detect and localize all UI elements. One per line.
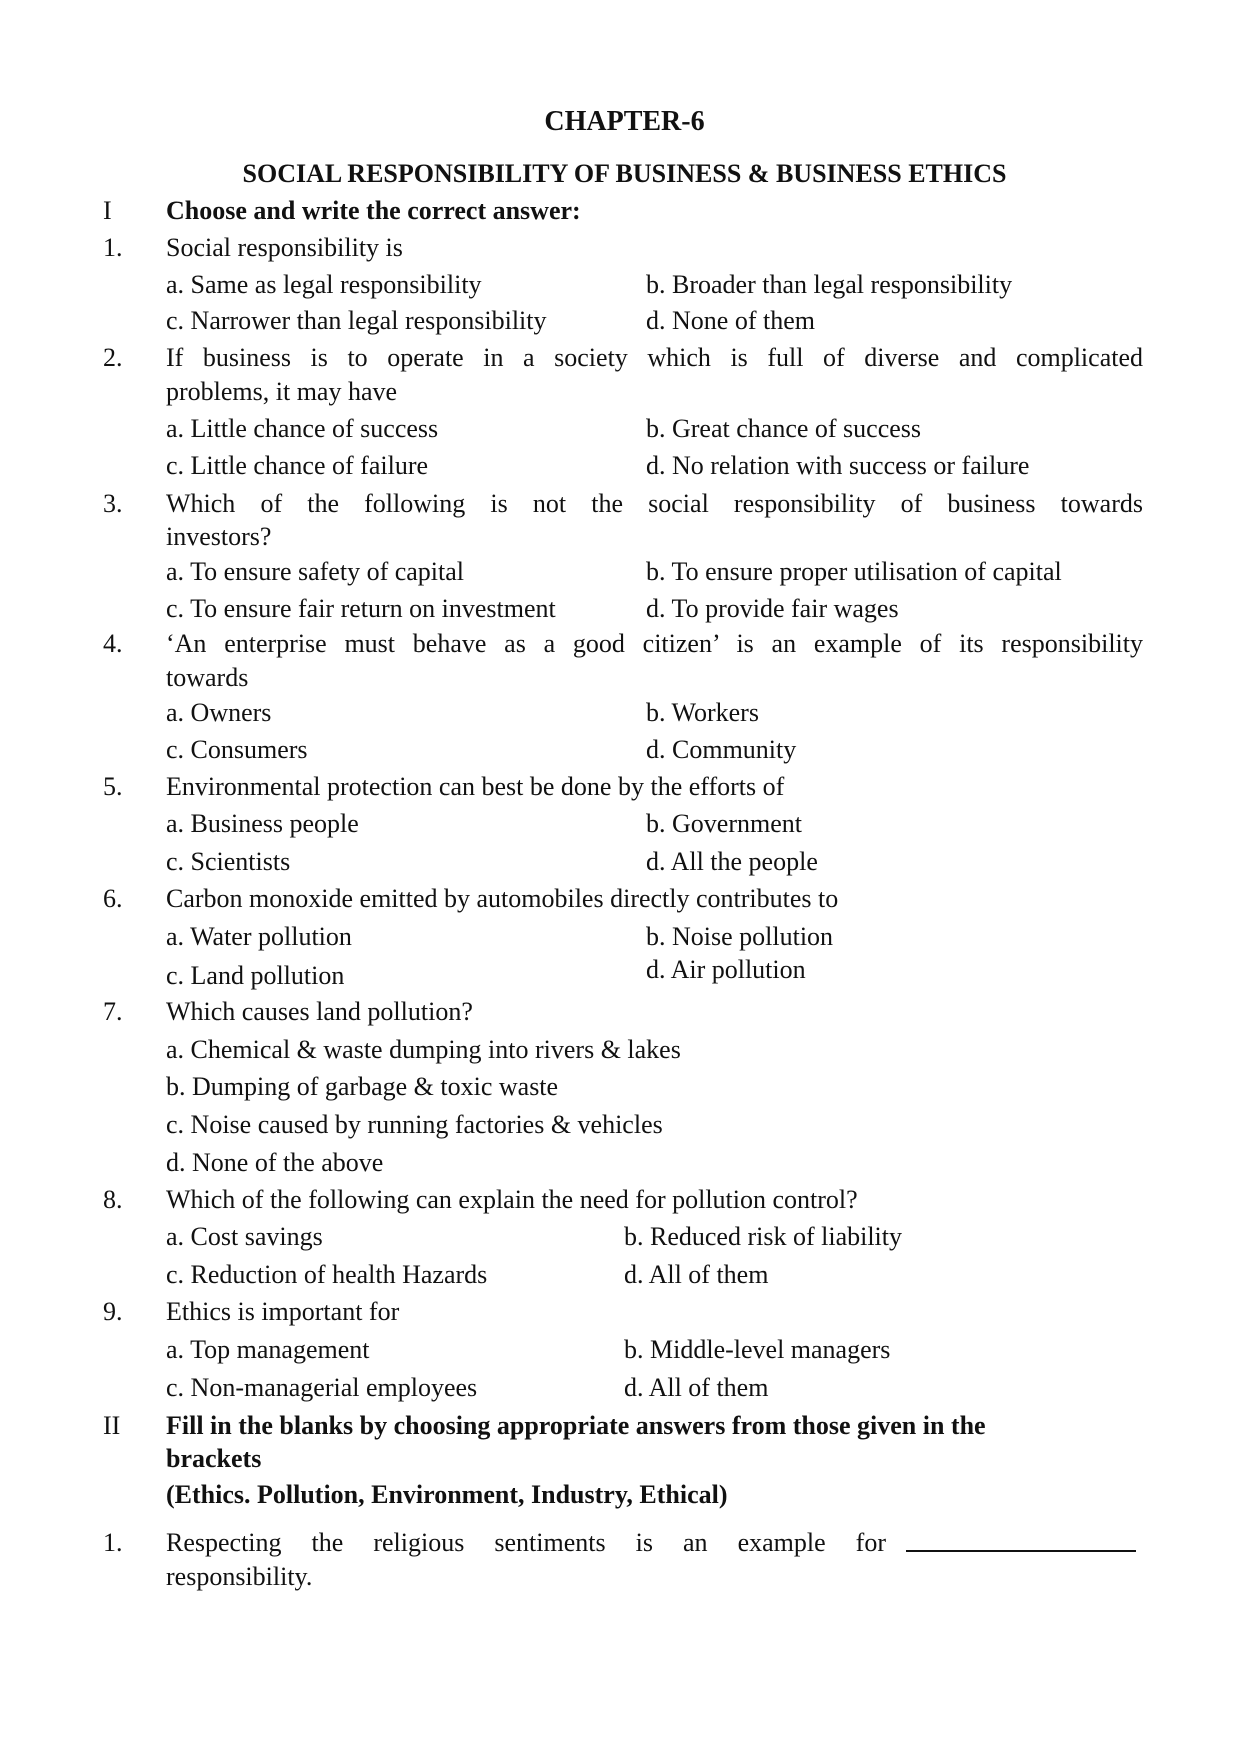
option-c: c. Reduction of health Hazards: [166, 1260, 488, 1289]
options-row: [0, 696, 1241, 730]
option-a: a. Water pollution: [166, 922, 352, 951]
option-a: a. Business people: [166, 809, 359, 838]
section-2-title-continued: brackets: [166, 1444, 262, 1473]
question-3: [0, 487, 1241, 521]
options-row: [0, 1333, 1241, 1367]
question-stem-continued: responsibility.: [166, 1562, 313, 1591]
options-row: [0, 1371, 1241, 1405]
question-stem: Which causes land pollution?: [166, 997, 473, 1026]
option-a: a. Same as legal responsibility: [166, 270, 482, 299]
option-d: d. None of the above: [166, 1148, 384, 1177]
options-row: [0, 304, 1241, 338]
question-number: 7.: [103, 997, 123, 1026]
option-d: d. No relation with success or failure: [646, 451, 1030, 480]
question-stem: ‘An enterprise must behave as a good citizen’ is an example of its responsibility: [166, 629, 1143, 658]
option-c: c. Scientists: [166, 847, 291, 876]
option-d: d. Community: [646, 735, 797, 764]
option-d: d. All of them: [624, 1373, 769, 1402]
option-row: [0, 1108, 1241, 1142]
option-a: a. Owners: [166, 698, 272, 727]
options-row: [0, 268, 1241, 302]
question-stem-continued: towards: [166, 663, 249, 692]
question-number: 2.: [103, 343, 123, 372]
question-number: 9.: [103, 1297, 123, 1326]
option-a: a. Chemical & waste dumping into rivers & lakes: [166, 1035, 681, 1064]
question-stem: Ethics is important for: [166, 1297, 400, 1326]
options-row: [0, 733, 1241, 767]
section-2-number: II: [103, 1411, 121, 1440]
question-stem-continued: investors?: [166, 522, 272, 551]
question-4-continued: [0, 661, 1241, 695]
option-row: [0, 1033, 1241, 1067]
question-number: 1.: [103, 233, 123, 262]
question-number: 4.: [103, 629, 123, 658]
option-a: a. Top management: [166, 1335, 370, 1364]
question-4: [0, 627, 1241, 661]
option-b: b. Middle-level managers: [624, 1335, 891, 1364]
section-1-number: I: [103, 196, 112, 225]
options-row: [0, 412, 1241, 446]
option-c: c. Noise caused by running factories & vehicles: [166, 1110, 663, 1139]
options-row: [0, 920, 1241, 954]
option-b: b. Government: [646, 809, 802, 838]
question-stem: Respecting the religious sentiments is an example for: [166, 1528, 886, 1557]
chapter-title: CHAPTER-6: [544, 106, 705, 137]
option-b: b. Dumping of garbage & toxic waste: [166, 1072, 559, 1101]
options-row: [0, 449, 1241, 483]
question-stem: Which of the following can explain the need for pollution control?: [166, 1185, 858, 1214]
section-1-title: Choose and write the correct answer:: [166, 196, 581, 225]
option-row: [0, 1146, 1241, 1180]
options-row: [0, 1258, 1241, 1292]
option-a: a. Cost savings: [166, 1222, 323, 1251]
fill-question-1: [0, 1526, 1241, 1560]
option-c: c. Narrower than legal responsibility: [166, 306, 547, 335]
question-number: 1.: [103, 1528, 123, 1557]
option-b: b. Workers: [646, 698, 759, 727]
question-stem: Carbon monoxide emitted by automobiles directly contributes to: [166, 884, 839, 913]
section-1-heading: [0, 194, 1241, 228]
question-stem-continued: problems, it may have: [166, 377, 398, 406]
question-number: 3.: [103, 489, 123, 518]
question-stem: If business is to operate in a society which is full of diverse and complicated: [166, 343, 1143, 372]
question-number: 8.: [103, 1185, 123, 1214]
option-d: d. To provide fair wages: [646, 594, 899, 623]
question-2: [0, 341, 1241, 375]
option-c: c. Non-managerial employees: [166, 1373, 478, 1402]
answer-blank[interactable]: [906, 1526, 1136, 1561]
question-number: 6.: [103, 884, 123, 913]
option-d: d. All the people: [646, 847, 818, 876]
options-row: [0, 845, 1241, 879]
option-c: c. Consumers: [166, 735, 308, 764]
option-d: d. Air pollution: [646, 955, 806, 984]
question-3-continued: [0, 520, 1241, 554]
section-2-heading: [0, 1409, 1241, 1443]
option-d: d. All of them: [624, 1260, 769, 1289]
question-stem: Social responsibility is: [166, 233, 403, 262]
chapter-subtitle: SOCIAL RESPONSIBILITY OF BUSINESS & BUSINESS ETHICS: [242, 159, 1007, 188]
section-2-heading-continued: [0, 1442, 1241, 1476]
options-row: [0, 807, 1241, 841]
question-9: [0, 1295, 1241, 1329]
question-number: 5.: [103, 772, 123, 801]
option-b: b. Noise pollution: [646, 922, 834, 951]
options-row: [0, 555, 1241, 589]
question-5: [0, 770, 1241, 804]
option-b: b. Broader than legal responsibility: [646, 270, 1013, 299]
option-c: c. To ensure fair return on investment: [166, 594, 556, 623]
question-8: [0, 1183, 1241, 1217]
options-row: [0, 1220, 1241, 1254]
option-c: c. Land pollution: [166, 961, 345, 990]
option-d: d. None of them: [646, 306, 815, 335]
question-stem: Environmental protection can best be done by the efforts of: [166, 772, 785, 801]
question-2-continued: [0, 375, 1241, 409]
option-a: a. Little chance of success: [166, 414, 439, 443]
question-6: [0, 882, 1241, 916]
option-a: a. To ensure safety of capital: [166, 557, 465, 586]
question-stem: Which of the following is not the social responsibility of business towards: [166, 489, 1143, 518]
options-row: [0, 955, 1241, 989]
option-b: b. To ensure proper utilisation of capital: [646, 557, 1062, 586]
option-b: b. Reduced risk of liability: [624, 1222, 903, 1251]
question-1: [0, 231, 1241, 265]
answer-choices: (Ethics. Pollution, Environment, Industry, Ethical): [166, 1480, 728, 1509]
fill-question-1-continued: [0, 1560, 1241, 1594]
option-b: b. Great chance of success: [646, 414, 922, 443]
section-2-title: Fill in the blanks by choosing appropriate answers from those given in the: [166, 1411, 986, 1440]
options-row: [0, 592, 1241, 626]
section-2-choices: [0, 1478, 1241, 1512]
option-row: [0, 1070, 1241, 1104]
option-c: c. Little chance of failure: [166, 451, 429, 480]
question-7: [0, 995, 1241, 1029]
